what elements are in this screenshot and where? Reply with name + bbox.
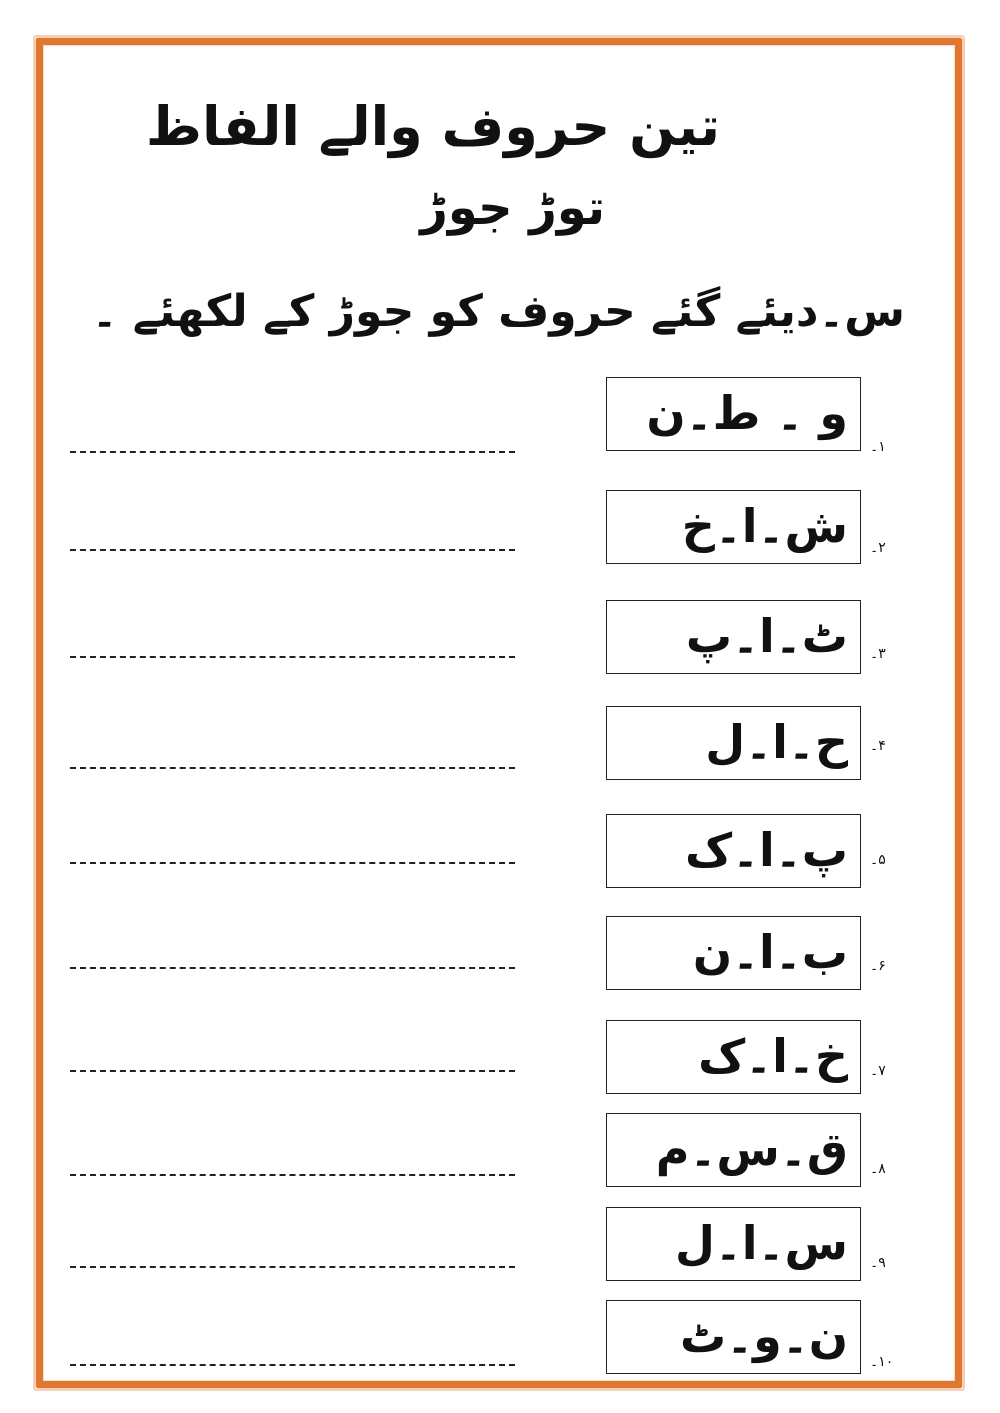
- answer-line[interactable]: [70, 967, 515, 969]
- question-row: [0, 1020, 1000, 1100]
- question-row: [0, 814, 1000, 894]
- question-row: [0, 1207, 1000, 1287]
- question-number: ۶۔: [870, 958, 886, 974]
- letter-box: ن۔و۔ٹ: [606, 1300, 861, 1374]
- answer-line[interactable]: [70, 1364, 515, 1366]
- letter-box: س۔ا۔ل: [606, 1207, 861, 1281]
- question-number: ۸۔: [870, 1161, 886, 1177]
- question-number: ۱۔: [870, 439, 886, 455]
- question-row: [0, 377, 1000, 457]
- letter-box: و ۔ ط۔ن: [606, 377, 861, 451]
- answer-line[interactable]: [70, 451, 515, 453]
- question-number: ۹۔: [870, 1255, 886, 1271]
- question-number: ۱۰۔: [870, 1354, 894, 1370]
- letter-box: ش۔ا۔خ: [606, 490, 861, 564]
- answer-line[interactable]: [70, 1266, 515, 1268]
- answer-line[interactable]: [70, 1174, 515, 1176]
- letter-box: ح۔ا۔ل: [606, 706, 861, 780]
- question-row: [0, 490, 1000, 570]
- question-number: ۵۔: [870, 852, 886, 868]
- answer-line[interactable]: [70, 549, 515, 551]
- answer-line[interactable]: [70, 767, 515, 769]
- question-row: [0, 1113, 1000, 1193]
- letter-box: پ۔ا۔ک: [606, 814, 861, 888]
- question-number: ۴۔: [870, 738, 886, 754]
- question-number: ۳۔: [870, 646, 886, 662]
- answer-line[interactable]: [70, 1070, 515, 1072]
- worksheet-instruction: س۔دیئے گئے حروف کو جوڑ کے لکھئے ۔: [91, 286, 905, 337]
- question-number: ۷۔: [870, 1063, 886, 1079]
- question-row: [0, 1300, 1000, 1380]
- letter-box: خ۔ا۔ک: [606, 1020, 861, 1094]
- letter-box: ق۔س۔م: [606, 1113, 861, 1187]
- answer-line[interactable]: [70, 656, 515, 658]
- question-row: [0, 916, 1000, 996]
- letter-box: ب۔ا۔ن: [606, 916, 861, 990]
- worksheet-title: تین حروف والے الفاظ: [145, 95, 720, 158]
- question-row: [0, 706, 1000, 786]
- worksheet-subtitle: توڑ جوڑ: [420, 180, 605, 236]
- answer-line[interactable]: [70, 862, 515, 864]
- question-row: [0, 600, 1000, 680]
- letter-box: ٹ۔ا۔پ: [606, 600, 861, 674]
- question-number: ۲۔: [870, 540, 886, 556]
